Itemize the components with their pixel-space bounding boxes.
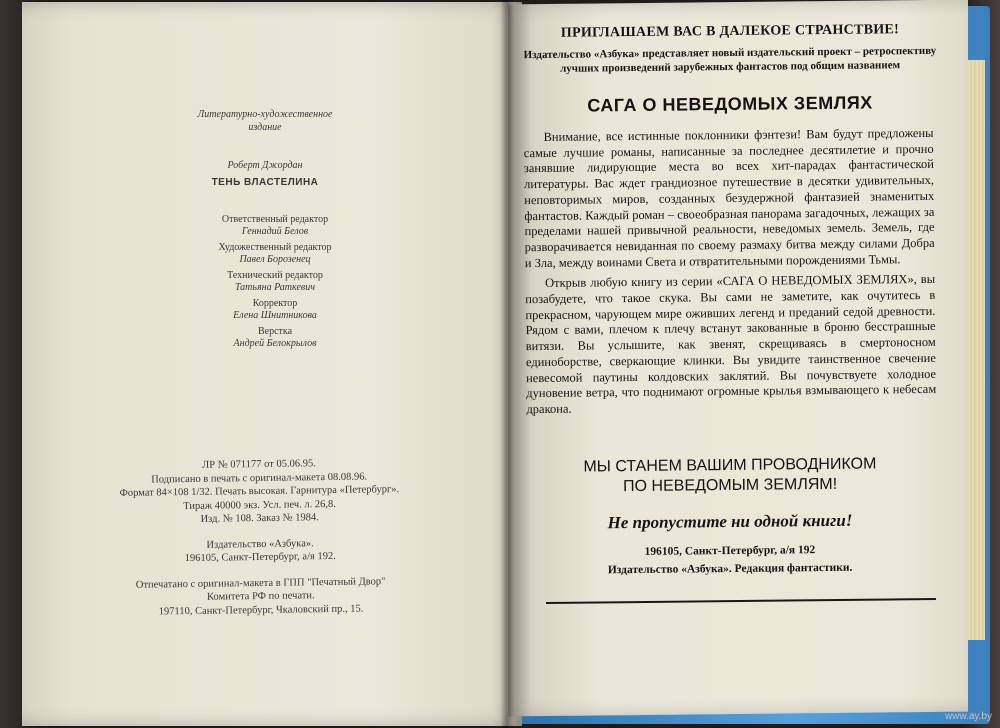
imprint-line: ЛР № 071177 от 05.06.95. [202, 458, 316, 471]
slogan-line: ПО НЕВЕДОМЫМ ЗЕМЛЯМ! [623, 475, 838, 496]
slogan [520, 454, 940, 498]
credit-name: Геннадий Белов [241, 226, 309, 237]
edition-label: Литературно-художественное издание [197, 109, 333, 133]
credit-role: Художественный редактор [218, 242, 332, 253]
imprint-line: Тираж 40000 экз. Усл. печ. л. 26,8. [183, 498, 336, 512]
body-paragraph: Открыв любую книгу из серии «САГА О НЕВЕДОМЫХ ЗЕМЛЯХ», вы позабудете, что такое скука. Вы сами не заметите, как очутитесь в прекрасном, чарующем мире оживших легенд и преданий седой древности. Рядом с вами, плечом к плечу встанут закованные в броню бесстрашные витязи. Вы услышите, как звенят, скрещиваясь в смертоносном единоборстве, сверкающие клинки. Вы увидите таинственное свечение невесомой паутины колдовских заклятий. Вы почувствуете холодное дуновение ветра, что поднимают огромные крылья взмывающего к небесам дракона. [525, 272, 937, 417]
slogan-line: МЫ СТАНЕМ ВАШИМ ПРОВОДНИКОМ [583, 455, 877, 476]
invite-heading: ПРИГЛАШАЕМ ВАС В ДАЛЕКОЕ СТРАНСТВИЕ! [560, 22, 900, 41]
credit-name: Татьяна Раткевич [234, 282, 315, 293]
credit-role: Верстка [257, 326, 293, 337]
imprint-line: Издательство «Азбука». [206, 537, 314, 551]
credit-name: Андрей Белокрылов [233, 338, 317, 349]
credit-role: Корректор [252, 298, 298, 309]
publisher-address [520, 540, 940, 580]
credit-role: Ответственный редактор [221, 214, 329, 225]
address-line: Издательство «Азбука». Редакция фантастики. [607, 561, 853, 577]
body-paragraph: Внимание, все истинные поклонники фэнтези! Вам будут предложены самые лучшие романы, написанные за последнее десятилетие и прочно занявшие лидирующие места во всех хит-парадах фантастической литературы. Вас ждет грандиозное путешествие в десятки удивительных, неповторимых миров, созданных безудержной фантазией знаменитых фантастов. Каждый роман – своеобразная панорама загадочных, лежащих за пределами нашей привычной реальности, неведомых земель. Земель, где разворачивается невиданная по своему размаху битва между силами Добра и Зла, между воинами Света и отвратительными порождениями Тьмы. [523, 125, 935, 270]
credit-name: Павел Борозенец [239, 254, 311, 265]
address-line: 196105, Санкт-Петербург, а/я 192 [644, 544, 816, 558]
credit-role: Технический редактор [227, 270, 323, 281]
imprint-line: Комитета РФ по печати. [206, 590, 315, 603]
book-gutter [500, 0, 514, 728]
imprint-line: Подписано в печать с оригинал-макета 08.08.96. [151, 470, 368, 486]
imprint-line: 196105, Санкт-Петербург, а/я 192. [184, 550, 336, 565]
watermark: www.ay.by [944, 711, 992, 722]
imprint-block [109, 456, 411, 619]
imprint-line: Изд. № 108. Заказ № 1984. [200, 512, 319, 525]
imprint-line: Отпечатано с оригинал-макета в ГПП "Печатный Двор" [135, 575, 386, 591]
imprint-line: 197110, Санкт-Петербург, Чкаловский пр., 15. [158, 603, 364, 617]
credit-name: Елена Шнитникова [233, 310, 317, 321]
credits-list [180, 214, 370, 354]
call-to-action: Не пропустите ни одной книги! [607, 510, 853, 533]
intro-text: Издательство «Азбука» представляет новый издательский проект – ретроспективу лучших произведений зарубежных фантастов под общим названием [523, 44, 937, 75]
book-title: ТЕНЬ ВЛАСТЕЛИНА [211, 177, 319, 188]
body-text [523, 126, 936, 423]
author-name: Роберт Джордан [227, 160, 303, 171]
series-title: САГА О НЕВЕДОМЫХ ЗЕМЛЯХ [587, 92, 873, 116]
imprint-line: Формат 84×108 1/32. Печать высокая. Гарнитура «Петербург». [119, 484, 400, 499]
